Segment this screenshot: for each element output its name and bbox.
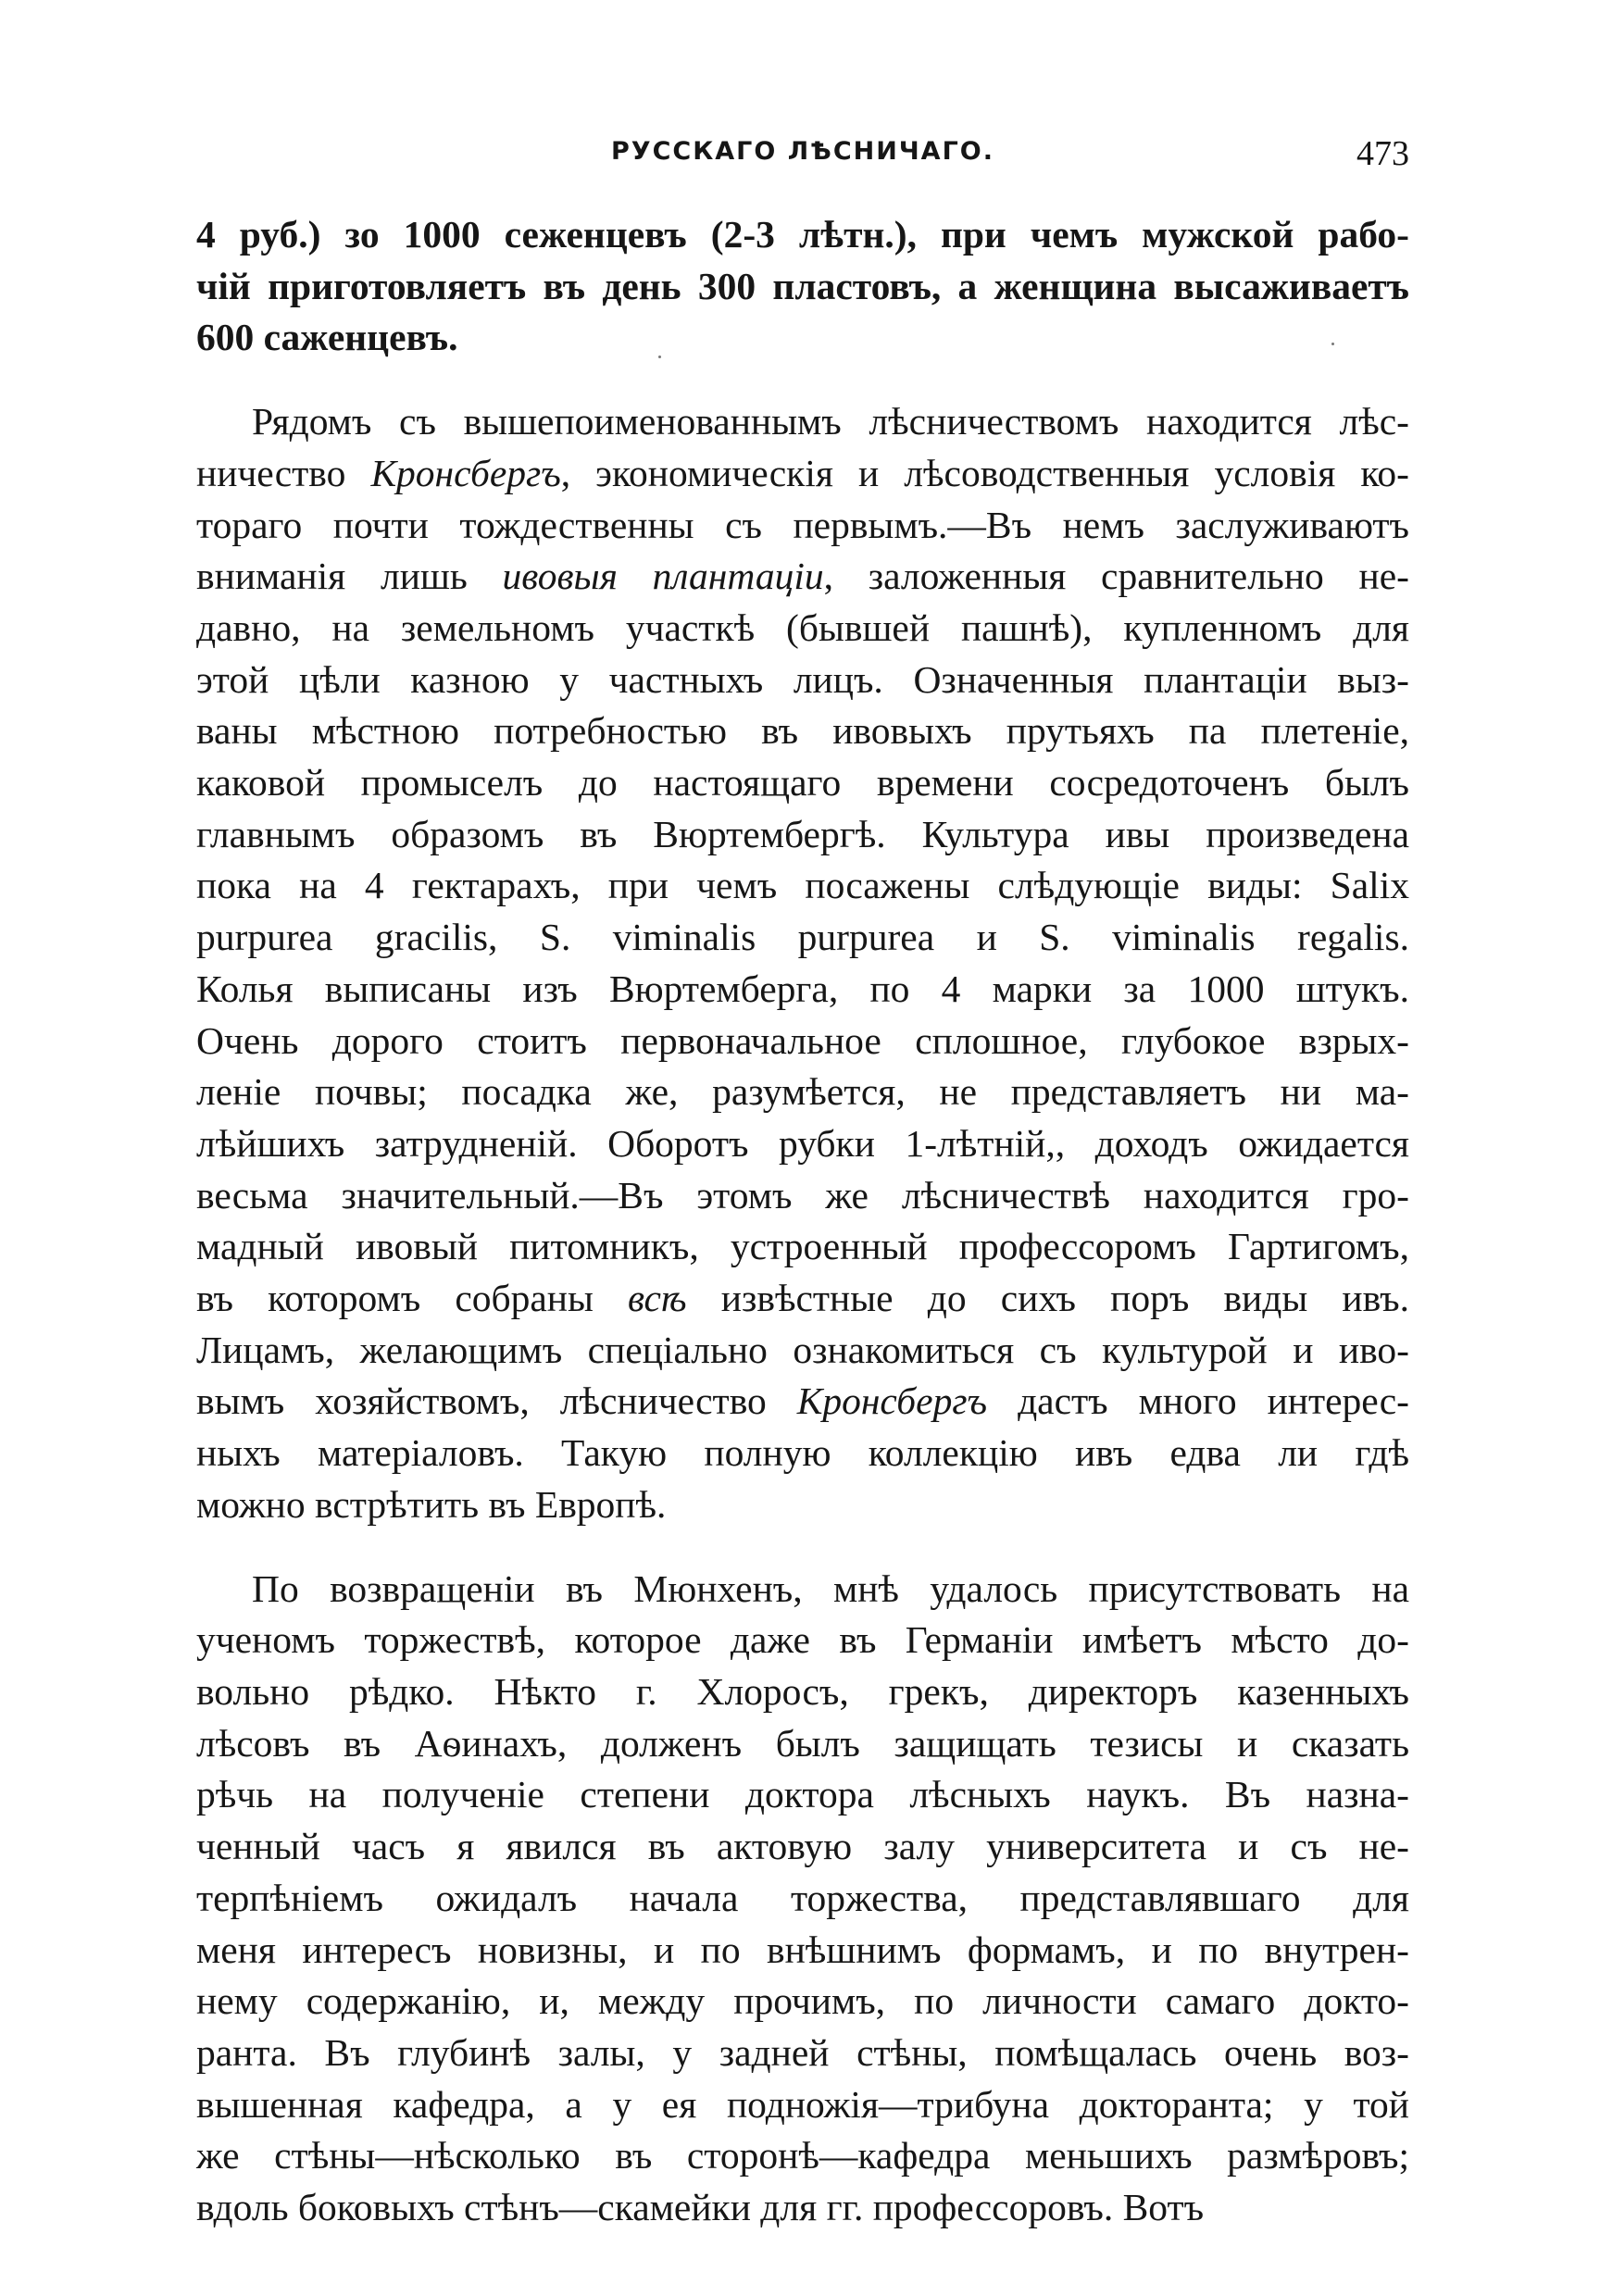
text-line: ничество Кронсбергъ, экономическія и лѣсоводственныя условія ко- bbox=[196, 451, 1409, 494]
text-line: лѣсовъ въ Аѳинахъ, долженъ былъ защищать тезисы и сказать bbox=[196, 1721, 1409, 1765]
text-line: чій приготовляетъ въ день 300 пластовъ, а женщина высаживаетъ bbox=[196, 264, 1409, 307]
paper-speck bbox=[658, 356, 661, 358]
text-line: ваны мѣстною потребностью въ ивовыхъ прутьяхъ па плетеніе, bbox=[196, 709, 1409, 753]
text-line: терпѣніемъ ожидалъ начала торжества, представлявшаго для bbox=[196, 1876, 1409, 1919]
text-line: главнымъ образомъ въ Вюртембергѣ. Культура ивы произведена bbox=[196, 812, 1409, 855]
text-line: нему содержанію, и, между прочимъ, по личности самаго докто- bbox=[196, 1979, 1409, 2023]
text-line: Колья выписаны изъ Вюртемберга, по 4 марки за 1000 штукъ. bbox=[196, 967, 1409, 1010]
text-line: ченный часъ я явился въ актовую залу университета и съ не- bbox=[196, 1825, 1409, 1868]
text-line: вымъ хозяйствомъ, лѣсничество Кронсбергъ дастъ много интерес- bbox=[196, 1379, 1409, 1423]
running-head bbox=[196, 134, 1409, 183]
paragraph-1 bbox=[196, 209, 1409, 364]
body-text bbox=[196, 209, 1409, 2234]
text-line: ученомъ торжествѣ, которое даже въ Германіи имѣетъ мѣсто до- bbox=[196, 1618, 1409, 1662]
text-line: Рядомъ съ вышепоименованнымъ лѣсничествомъ находится лѣс- bbox=[252, 400, 1409, 443]
text-line: давно, на земельномъ участкѣ (бывшей пашнѣ), купленномъ для bbox=[196, 605, 1409, 649]
text-line: рѣчь на полученіе степени доктора лѣсныхъ наукъ. Въ назна- bbox=[196, 1773, 1409, 1816]
text-line: этой цѣли казною у частныхъ лицъ. Означенныя плантаціи выз- bbox=[196, 657, 1409, 701]
text-line: пока на 4 гектарахъ, при чемъ посажены слѣдующіе виды: Salix bbox=[196, 864, 1409, 907]
text-line: тораго почти тождественны съ первымъ.—Въ немъ заслуживаютъ bbox=[196, 503, 1409, 546]
text-line: вдоль боковыхъ стѣнъ—скамейки для гг. профессоровъ. Вотъ bbox=[196, 2186, 1205, 2229]
italic-term: всѣ bbox=[628, 1277, 687, 1320]
text-line: Очень дорого стоитъ первоначальное сплошное, глубокое взрых- bbox=[196, 1018, 1409, 1062]
text-line: ныхъ матеріаловъ. Такую полную коллекцію ивъ едва ли гдѣ bbox=[196, 1431, 1409, 1475]
text-line: же стѣны—нѣсколько въ сторонѣ—кафедра меньшихъ размѣровъ; bbox=[196, 2134, 1409, 2177]
paper-speck bbox=[1331, 343, 1334, 345]
text-line: меня интересъ новизны, и по внѣшнимъ формамъ, и по внутрен- bbox=[196, 1928, 1409, 1971]
text-line: 600 саженцевъ. bbox=[196, 316, 458, 359]
text-line: 4 руб.) зо 1000 сеженцевъ (2-3 лѣтн.), при чемъ мужской рабо- bbox=[196, 213, 1409, 256]
italic-term: Кронсбергъ bbox=[796, 1379, 988, 1423]
text-line: purpurea gracilis, S. viminalis purpurea и S. viminalis regalis. bbox=[196, 916, 1409, 959]
text-line: мадный ивовый питомникъ, устроенный профессоромъ Гартигомъ, bbox=[196, 1225, 1409, 1268]
paragraph-2 bbox=[196, 396, 1409, 1530]
text-line: Лицамъ, желающимъ спеціально ознакомиться съ культурой и иво- bbox=[196, 1328, 1409, 1371]
page-number: 473 bbox=[1356, 134, 1409, 173]
text-line: можно встрѣтить въ Европѣ. bbox=[196, 1482, 667, 1526]
text-line: ранта. Въ глубинѣ залы, у задней стѣны, помѣщалась очень воз- bbox=[196, 2030, 1409, 2074]
text-line: въ которомъ собраны всѣ извѣстные до сихъ поръ виды ивъ. bbox=[196, 1277, 1409, 1320]
running-title: РУССКАГО ЛѢСНИЧАГО. bbox=[610, 137, 994, 166]
italic-term: ивовыя плантаціи bbox=[502, 555, 824, 598]
text-line: леніе почвы; посадка же, разумѣется, не представляетъ ни ма- bbox=[196, 1070, 1409, 1114]
text-line: вольно рѣдко. Нѣкто г. Хлоросъ, грекъ, директоръ казенныхъ bbox=[196, 1669, 1409, 1713]
text-line: вышенная кафедра, а у ея подножія—трибуна докторанта; у той bbox=[196, 2082, 1409, 2126]
text-line: По возвращеніи въ Мюнхенъ, мнѣ удалось присутствовать на bbox=[252, 1566, 1409, 1610]
paragraph-3 bbox=[196, 1564, 1409, 2234]
text-line: каковой промыселъ до настоящаго времени сосредоточенъ былъ bbox=[196, 761, 1409, 805]
text-line: лѣйшихъ затрудненій. Оборотъ рубки 1-лѣтній,, доходъ ожидается bbox=[196, 1121, 1409, 1165]
italic-term: Кронсбергъ bbox=[370, 451, 561, 494]
text-line: вниманія лишь ивовыя плантаціи, заложенныя сравнительно не- bbox=[196, 555, 1409, 598]
text-line: весьма значительный.—Въ этомъ же лѣсничествѣ находится гро- bbox=[196, 1173, 1409, 1217]
